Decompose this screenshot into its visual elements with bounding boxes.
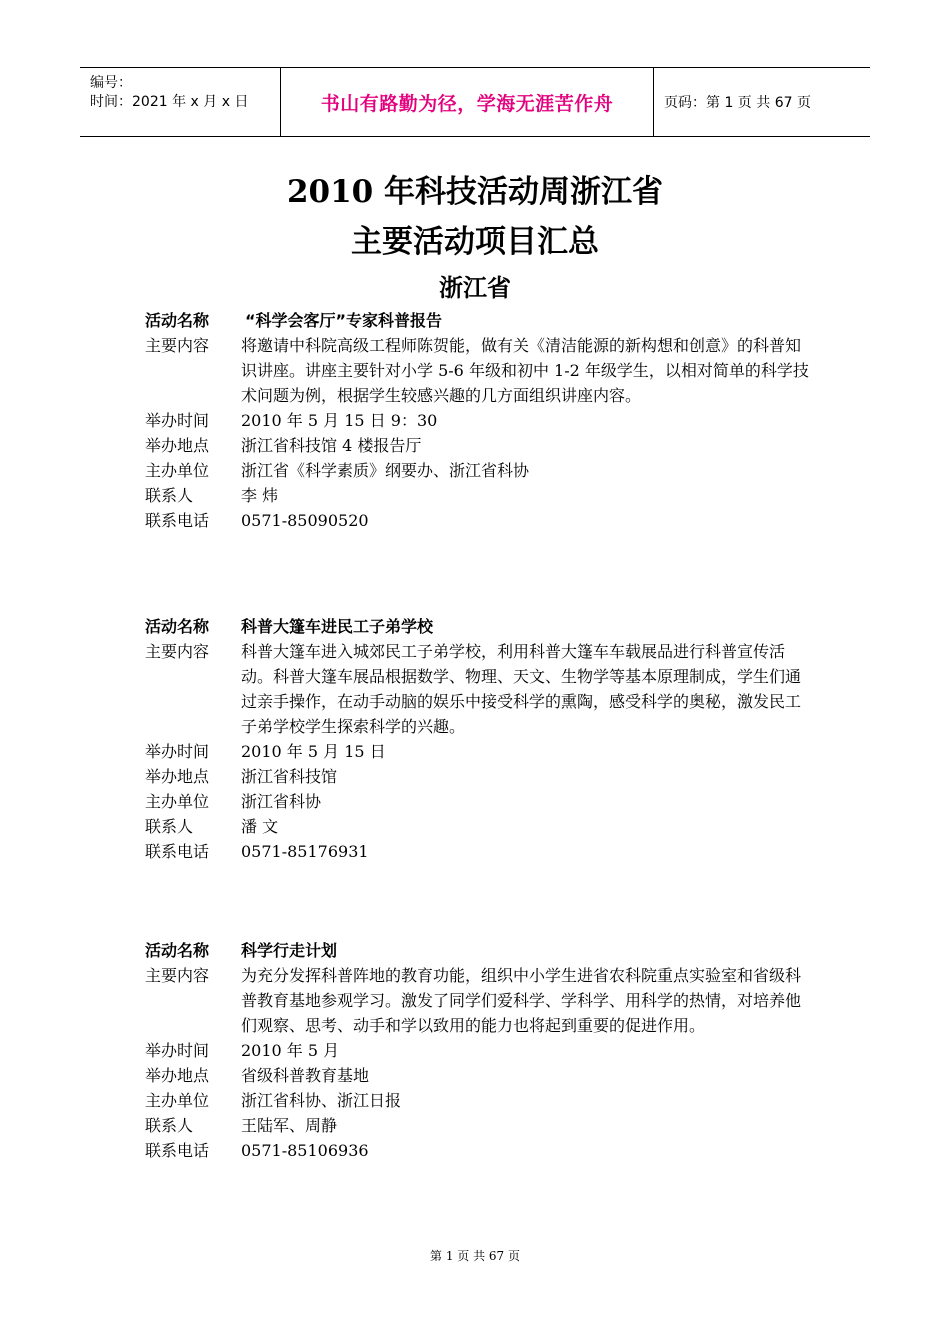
region-heading: 浙江省 bbox=[439, 274, 511, 302]
activity-time-row bbox=[145, 739, 815, 764]
activity-content-row bbox=[145, 963, 815, 1038]
activity-time: 2010 年 5 月 15 日 9：30 bbox=[241, 411, 438, 430]
activity-place: 浙江省科技馆 bbox=[241, 767, 338, 786]
field-label: 主要内容 bbox=[145, 642, 210, 661]
field-label: 联系人 bbox=[145, 1116, 194, 1135]
activity-content: 科普大篷车进入城郊民工子弟学校，利用科普大篷车车载展品进行科普宣传活动。科普大篷车展品根据数学、物理、天文、生物学等基本原理制成，学生们通过亲手操作，在动手动脑的娱乐中接受科学的熏陶，感受科学的奥秘，激发民工子弟学校学生探索科学的兴趣。 bbox=[241, 642, 802, 736]
field-label: 主办单位 bbox=[145, 1091, 210, 1110]
activity-phone: 0571-85176931 bbox=[241, 842, 369, 861]
activity-phone-row bbox=[145, 508, 815, 533]
document-subtitle: 主要活动项目汇总 bbox=[351, 224, 599, 260]
field-label: 举办时间 bbox=[145, 742, 210, 761]
activity-time-row bbox=[145, 1038, 815, 1063]
activity-name: 科学行走计划 bbox=[241, 941, 338, 960]
activity-phone: 0571-85090520 bbox=[241, 511, 369, 530]
activity-contact-row bbox=[145, 483, 815, 508]
activity-organizer-row bbox=[145, 789, 815, 814]
activity-organizer: 浙江省《科学素质》纲要办、浙江省科协 bbox=[241, 461, 530, 480]
activity-block bbox=[145, 614, 815, 864]
activity-phone-row bbox=[145, 839, 815, 864]
activity-place-row bbox=[145, 433, 815, 458]
activity-place-row bbox=[145, 1063, 815, 1088]
activity-content: 为充分发挥科普阵地的教育功能，组织中小学生进省农科院重点实验室和省级科普教育基地参观学习。激发了同学们爱科学、学科学、用科学的热情，对培养他们观察、思考、动手和学以致用的能力也将起到重要的促进作用。 bbox=[241, 966, 802, 1035]
activity-block bbox=[145, 938, 815, 1163]
field-label: 主要内容 bbox=[145, 966, 210, 985]
activity-name: “科学会客厅”专家科普报告 bbox=[245, 311, 443, 330]
activity-place-row bbox=[145, 764, 815, 789]
field-label: 主办单位 bbox=[145, 792, 210, 811]
activity-content-row bbox=[145, 639, 815, 739]
activity-time: 2010 年 5 月 bbox=[241, 1041, 340, 1060]
header-motto: 书山有路勤为径，学海无涯苦作舟 bbox=[280, 68, 654, 136]
activity-name-row bbox=[145, 614, 815, 639]
activity-organizer-row bbox=[145, 458, 815, 483]
header-meta bbox=[80, 68, 280, 136]
number-label: 编号： bbox=[90, 75, 132, 91]
activity-contact: 王陆军、周静 bbox=[241, 1116, 338, 1135]
field-label: 活动名称 bbox=[145, 941, 210, 960]
field-label: 主办单位 bbox=[145, 461, 210, 480]
field-label: 联系电话 bbox=[145, 1141, 210, 1160]
activity-contact-row bbox=[145, 814, 815, 839]
field-label: 联系人 bbox=[145, 817, 194, 836]
field-label: 联系电话 bbox=[145, 842, 210, 861]
field-label: 联系电话 bbox=[145, 511, 210, 530]
field-label: 活动名称 bbox=[145, 617, 210, 636]
activity-name-row bbox=[145, 938, 815, 963]
activity-phone: 0571-85106936 bbox=[241, 1141, 369, 1160]
activity-content-row bbox=[145, 333, 815, 408]
field-label: 举办时间 bbox=[145, 1041, 210, 1060]
activity-name: 科普大篷车进民工子弟学校 bbox=[241, 617, 434, 636]
activity-phone-row bbox=[145, 1138, 815, 1163]
activity-contact: 潘 文 bbox=[241, 817, 279, 836]
activity-time-row bbox=[145, 408, 815, 433]
activity-block bbox=[145, 308, 815, 533]
activity-contact-row bbox=[145, 1113, 815, 1138]
activity-name-row bbox=[145, 308, 815, 333]
activity-contact: 李 炜 bbox=[241, 486, 279, 505]
field-label: 举办地点 bbox=[145, 436, 210, 455]
activity-place: 浙江省科技馆 4 楼报告厅 bbox=[241, 436, 422, 455]
activity-content: 将邀请中科院高级工程师陈贺能，做有关《清洁能源的新构想和创意》的科普知识讲座。讲座主要针对小学 5-6 年级和初中 1-2 年级学生，以相对简单的科学技术问题为例，根据学生较感兴趣的几方面组织讲座内容。 bbox=[241, 336, 809, 405]
activity-organizer: 浙江省科协 bbox=[241, 792, 322, 811]
field-label: 举办地点 bbox=[145, 1066, 210, 1085]
activity-organizer-row bbox=[145, 1088, 815, 1113]
field-label: 活动名称 bbox=[145, 311, 210, 330]
page-footer: 第 1 页 共 67 页 bbox=[430, 1249, 520, 1263]
activity-organizer: 浙江省科协、浙江日报 bbox=[241, 1091, 402, 1110]
activity-time: 2010 年 5 月 15 日 bbox=[241, 742, 386, 761]
field-label: 举办地点 bbox=[145, 767, 210, 786]
document-header bbox=[80, 67, 870, 137]
field-label: 主要内容 bbox=[145, 336, 210, 355]
activity-place: 省级科普教育基地 bbox=[241, 1066, 370, 1085]
header-page-info: 页码：第 1 页 共 67 页 bbox=[664, 95, 811, 111]
document-title: 2010 年科技活动周浙江省 bbox=[286, 174, 664, 210]
field-label: 联系人 bbox=[145, 486, 194, 505]
time-label: 时间：2021 年 x 月 x 日 bbox=[90, 94, 249, 110]
field-label: 举办时间 bbox=[145, 411, 210, 430]
